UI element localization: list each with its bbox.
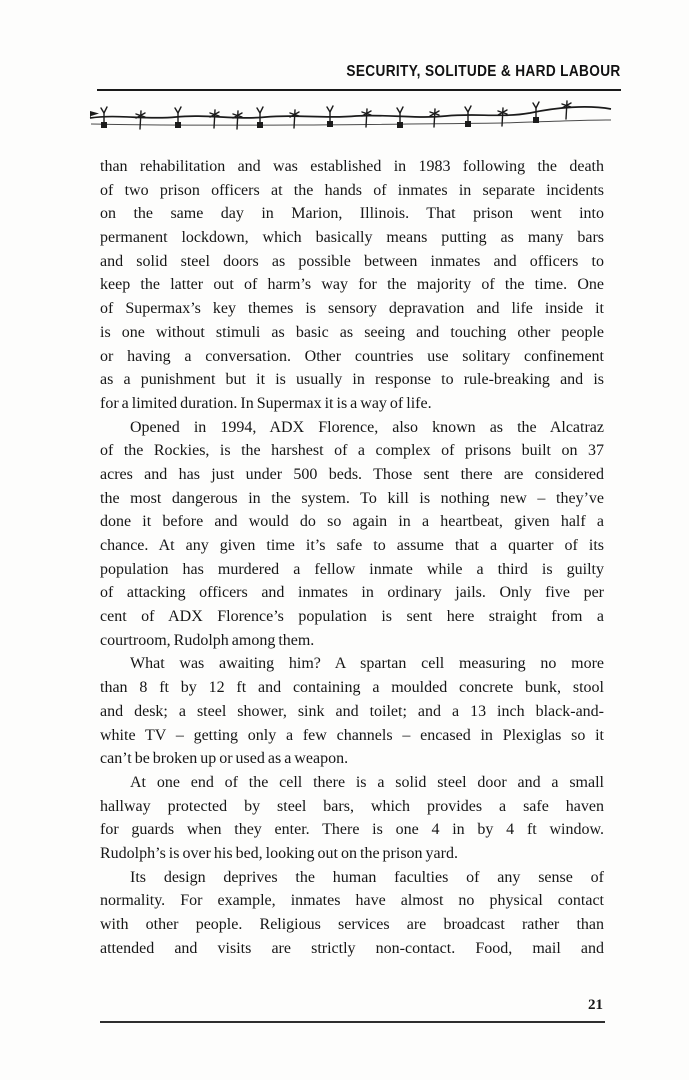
body-text: [100, 155, 604, 960]
paragraph: [100, 652, 604, 770]
paragraph: [100, 866, 604, 961]
text-line: Rudolph’s is over his bed, looking out on the prison yard.: [100, 844, 458, 862]
text-line: can’t be broken up or used as a weapon.: [100, 750, 349, 768]
text-line: white TV – getting only a few channels – encased in Plexiglas so it: [100, 726, 604, 744]
footer-rule: [100, 1021, 605, 1023]
text-line: attended and visits are strictly non-contact. Food, mail and: [100, 939, 604, 957]
header-rule: [97, 89, 621, 91]
text-line: What was awaiting him? A spartan cell measuring no more: [130, 655, 604, 673]
text-line: on the same day in Marion, Illinois. That prison went into: [100, 205, 604, 223]
text-line: cent of ADX Florence’s population is sent here straight from a: [100, 608, 604, 626]
text-line: than rehabilitation and was established in 1983 following the death: [100, 158, 604, 175]
text-line: of attacking officers and inmates in ordinary jails. Only five per: [100, 584, 604, 602]
text-line: of the Rockies, is the harshest of a complex of prisons built on 37: [100, 442, 604, 460]
text-line: as a punishment but it is usually in response to rule-breaking and is: [100, 371, 604, 389]
text-line: normality. For example, inmates have almost no physical contact: [100, 892, 604, 910]
text-line: acres and has just under 500 beds. Those sent there are considered: [100, 465, 604, 483]
paragraph: [100, 771, 604, 866]
running-header: SECURITY, SOLITUDE & HARD LABOUR: [346, 63, 621, 80]
text-line: permanent lockdown, which basically means putting as many bars: [100, 229, 604, 247]
text-line: or having a conversation. Other countries use solitary confinement: [100, 347, 604, 365]
text-line: with other people. Religious services are broadcast rather than: [100, 916, 604, 933]
text-line: hallway protected by steel bars, which provides a safe haven: [100, 797, 604, 815]
text-line: courtroom, Rudolph among them.: [100, 631, 315, 649]
paragraph: [100, 416, 604, 653]
text-line: and solid steel doors as possible between inmates and officers to: [100, 252, 604, 270]
text-line: population has murdered a fellow inmate while a third is guilty: [100, 560, 604, 578]
text-line: keep the latter out of harm’s way for the majority of the time. One: [100, 276, 604, 294]
text-line: Its design deprives the human faculties of any sense of: [130, 868, 604, 886]
text-line: chance. At any given time it’s safe to assume that a quarter of its: [100, 537, 604, 554]
text-line: for guards when they enter. There is one 4 in by 4 ft window.: [100, 821, 604, 839]
paragraph: [100, 155, 604, 416]
text-line: and desk; a steel shower, sink and toilet; and a 13 inch black-and-: [100, 702, 604, 720]
text-line: is one without stimuli as basic as seeing and touching other people: [100, 323, 604, 341]
text-line: than 8 ft by 12 ft and containing a moulded concrete bunk, stool: [100, 679, 604, 697]
text-line: Opened in 1994, ADX Florence, also known as the Alcatraz: [130, 418, 604, 436]
text-line: At one end of the cell there is a solid steel door and a small: [130, 773, 604, 791]
text-line: of Supermax’s key themes is sensory depravation and life inside it: [100, 300, 604, 318]
text-line: for a limited duration. In Supermax it is a way of life.: [100, 394, 432, 412]
text-line: the most dangerous in the system. To kill is nothing new – they’ve: [100, 489, 604, 507]
text-line: of two prison officers at the hands of inmates in separate incidents: [100, 181, 604, 199]
barbed-wire-illustration: [88, 97, 613, 139]
page-number: 21: [588, 997, 603, 1013]
text-line: done it before and would do so again in a heartbeat, given half a: [100, 513, 604, 531]
